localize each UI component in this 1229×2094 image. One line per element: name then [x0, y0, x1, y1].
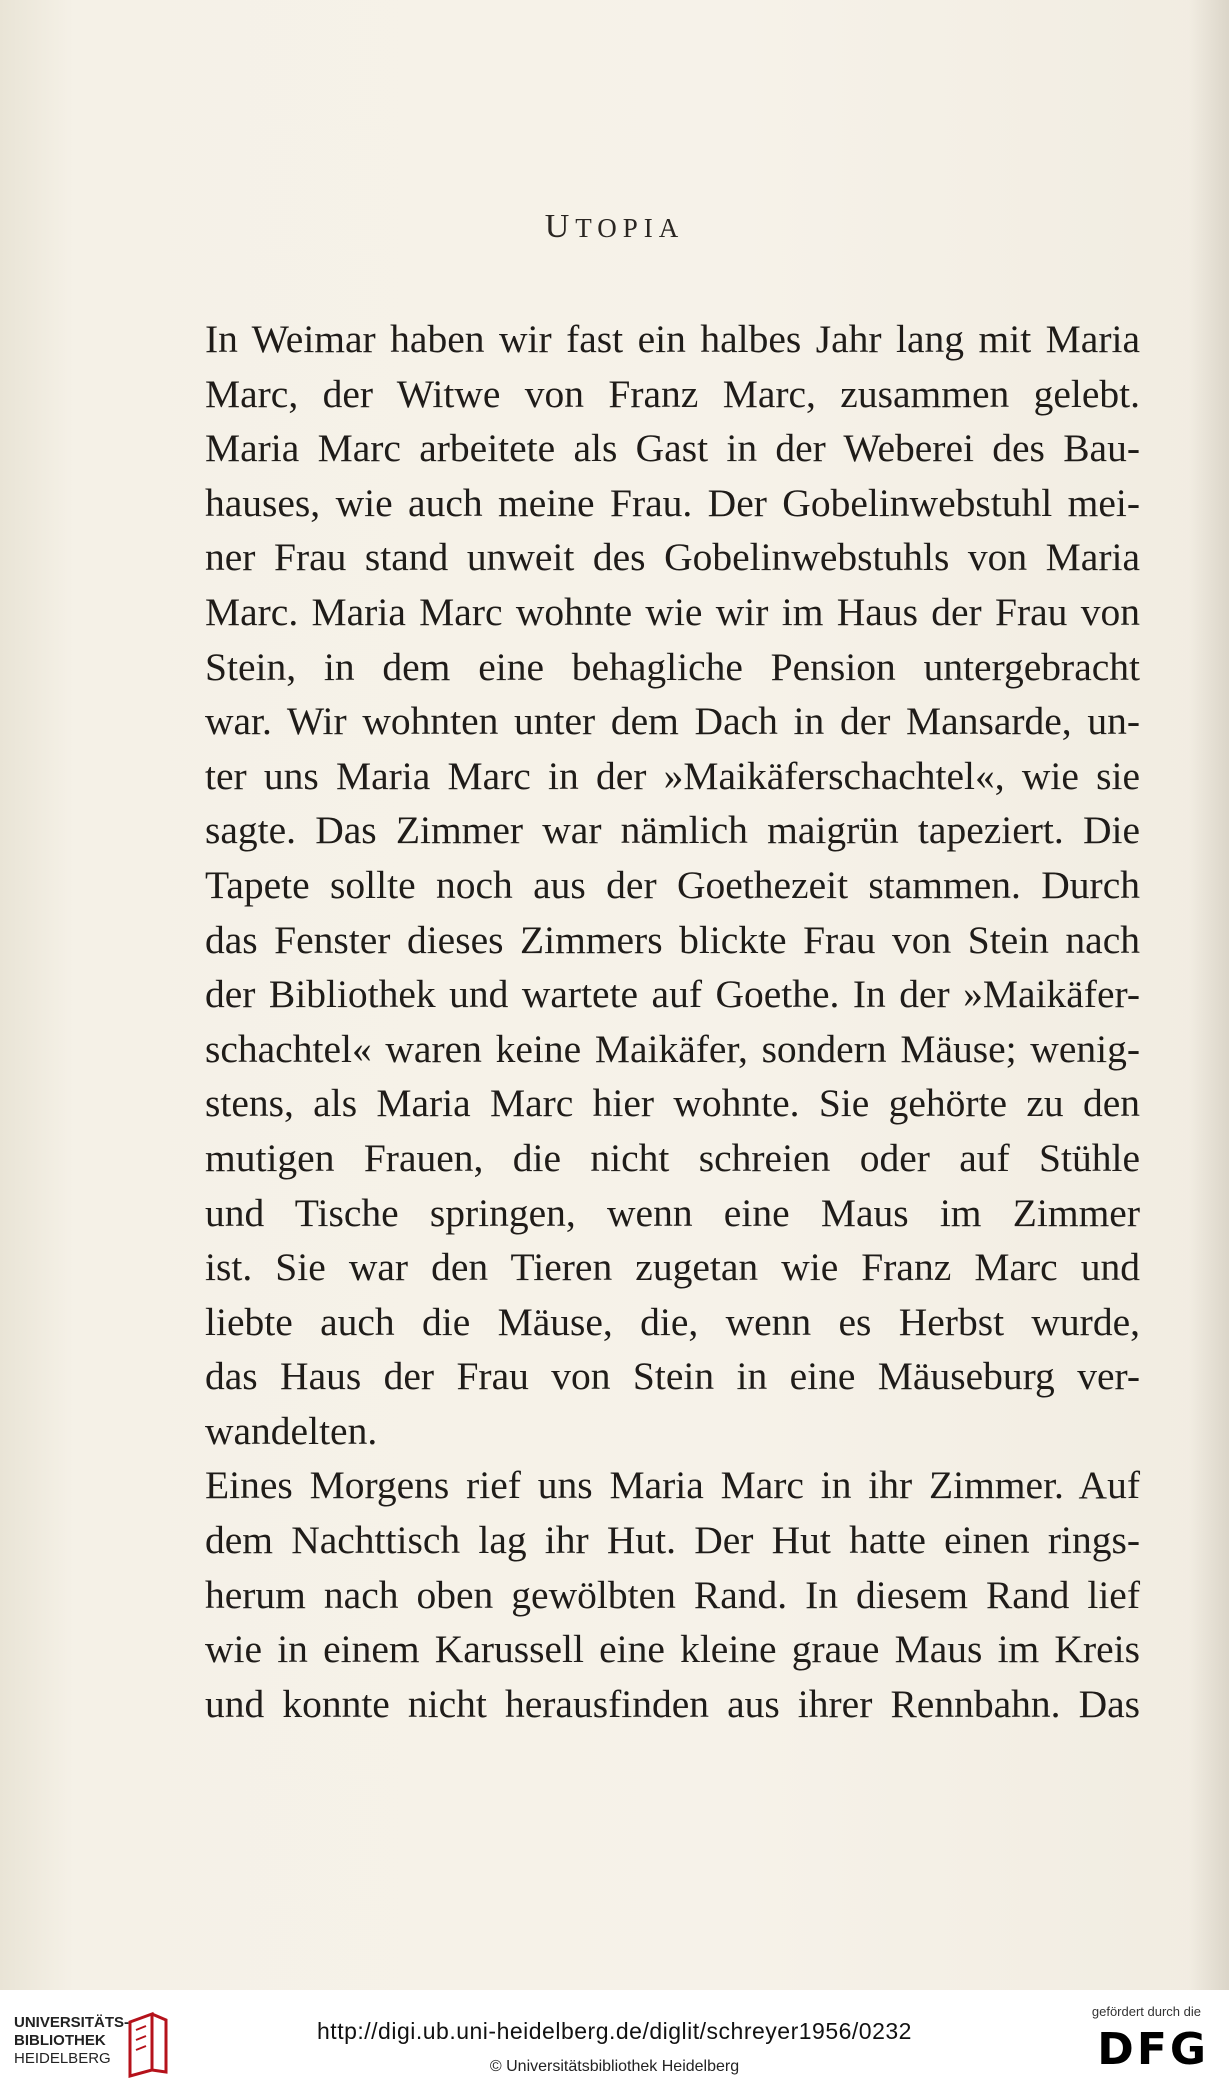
text-line: Marc, der Witwe von Franz Marc, zusammen gelebt.: [205, 371, 1140, 416]
text-line: Marc. Maria Marc wohnte wie wir im Haus der Frau von: [205, 589, 1140, 634]
text-line: Maria Marc arbeitete als Gast in der Weberei des Bau-: [205, 426, 1140, 471]
text-line: Eines Morgens rief uns Maria Marc in ihr Zimmer. Auf: [205, 1463, 1140, 1508]
body-text: [205, 312, 1140, 1731]
dfg-logo: DFG: [1097, 2024, 1209, 2075]
text-line: dem Nachttisch lag ihr Hut. Der Hut hatte einen rings-: [205, 1518, 1140, 1563]
text-line: herum nach oben gewölbten Rand. In diesem Rand lief: [205, 1572, 1140, 1617]
funding-label: gefördert durch die: [1091, 2004, 1201, 2019]
text-line: mutigen Frauen, die nicht schreien oder auf Stühle: [205, 1135, 1140, 1180]
text-line: und Tische springen, wenn eine Maus im Zimmer: [205, 1190, 1140, 1235]
text-line: ter uns Maria Marc in der »Maikäferschachtel«, wie sie: [205, 753, 1140, 798]
text-line: Tapete sollte noch aus der Goethezeit stammen. Durch: [205, 862, 1140, 907]
text-line: stens, als Maria Marc hier wohnte. Sie gehörte zu den: [205, 1081, 1140, 1126]
copyright-notice: © Universitätsbibliothek Heidelberg: [489, 2058, 740, 2075]
library-name-line: HEIDELBERG: [14, 2050, 111, 2067]
text-line: Stein, in dem eine behagliche Pension untergebracht: [205, 644, 1140, 689]
running-head-capital: U: [544, 208, 576, 245]
text-line: ner Frau stand unweit des Gobelinwebstuhls von Maria: [205, 535, 1140, 580]
text-line: wie in einem Karussell eine kleine graue Maus im Kreis: [205, 1627, 1140, 1672]
paragraph-last-line: wandelten.: [205, 1408, 378, 1453]
text-line: das Fenster dieses Zimmers blickte Frau von Stein nach: [205, 917, 1140, 962]
text-line: schachtel« waren keine Maikäfer, sondern Mäuse; wenig-: [205, 1026, 1140, 1071]
text-line: hauses, wie auch meine Frau. Der Gobelinwebstuhl mei-: [205, 480, 1140, 525]
text-line: war. Wir wohnten unter dem Dach in der Mansarde, un-: [205, 699, 1140, 744]
library-name-line: BIBLIOTHEK: [14, 2032, 106, 2049]
text-line: und konnte nicht herausfinden aus ihrer Rennbahn. Das: [205, 1681, 1140, 1726]
permalink-url[interactable]: http://digi.ub.uni-heidelberg.de/diglit/schreyer1956/0232: [317, 2018, 912, 2044]
text-line: das Haus der Frau von Stein in eine Mäuseburg ver-: [205, 1354, 1140, 1399]
text-line: der Bibliothek und wartete auf Goethe. In der »Maikäfer-: [205, 972, 1140, 1017]
text-line: liebte auch die Mäuse, die, wenn es Herbst wurde,: [205, 1299, 1140, 1344]
library-name-line: UNIVERSITÄTS-: [14, 2014, 130, 2031]
digitization-footer: [0, 1990, 1229, 2094]
page-gutter-shadow: [1189, 0, 1229, 1990]
text-line: sagte. Das Zimmer war nämlich maigrün tapeziert. Die: [205, 808, 1140, 853]
running-head-rest: TOPIA: [575, 213, 685, 243]
running-head: [0, 208, 1229, 246]
text-line: In Weimar haben wir fast ein halbes Jahr lang mit Maria: [205, 317, 1140, 361]
text-line: ist. Sie war den Tieren zugetan wie Franz Marc und: [205, 1245, 1140, 1290]
